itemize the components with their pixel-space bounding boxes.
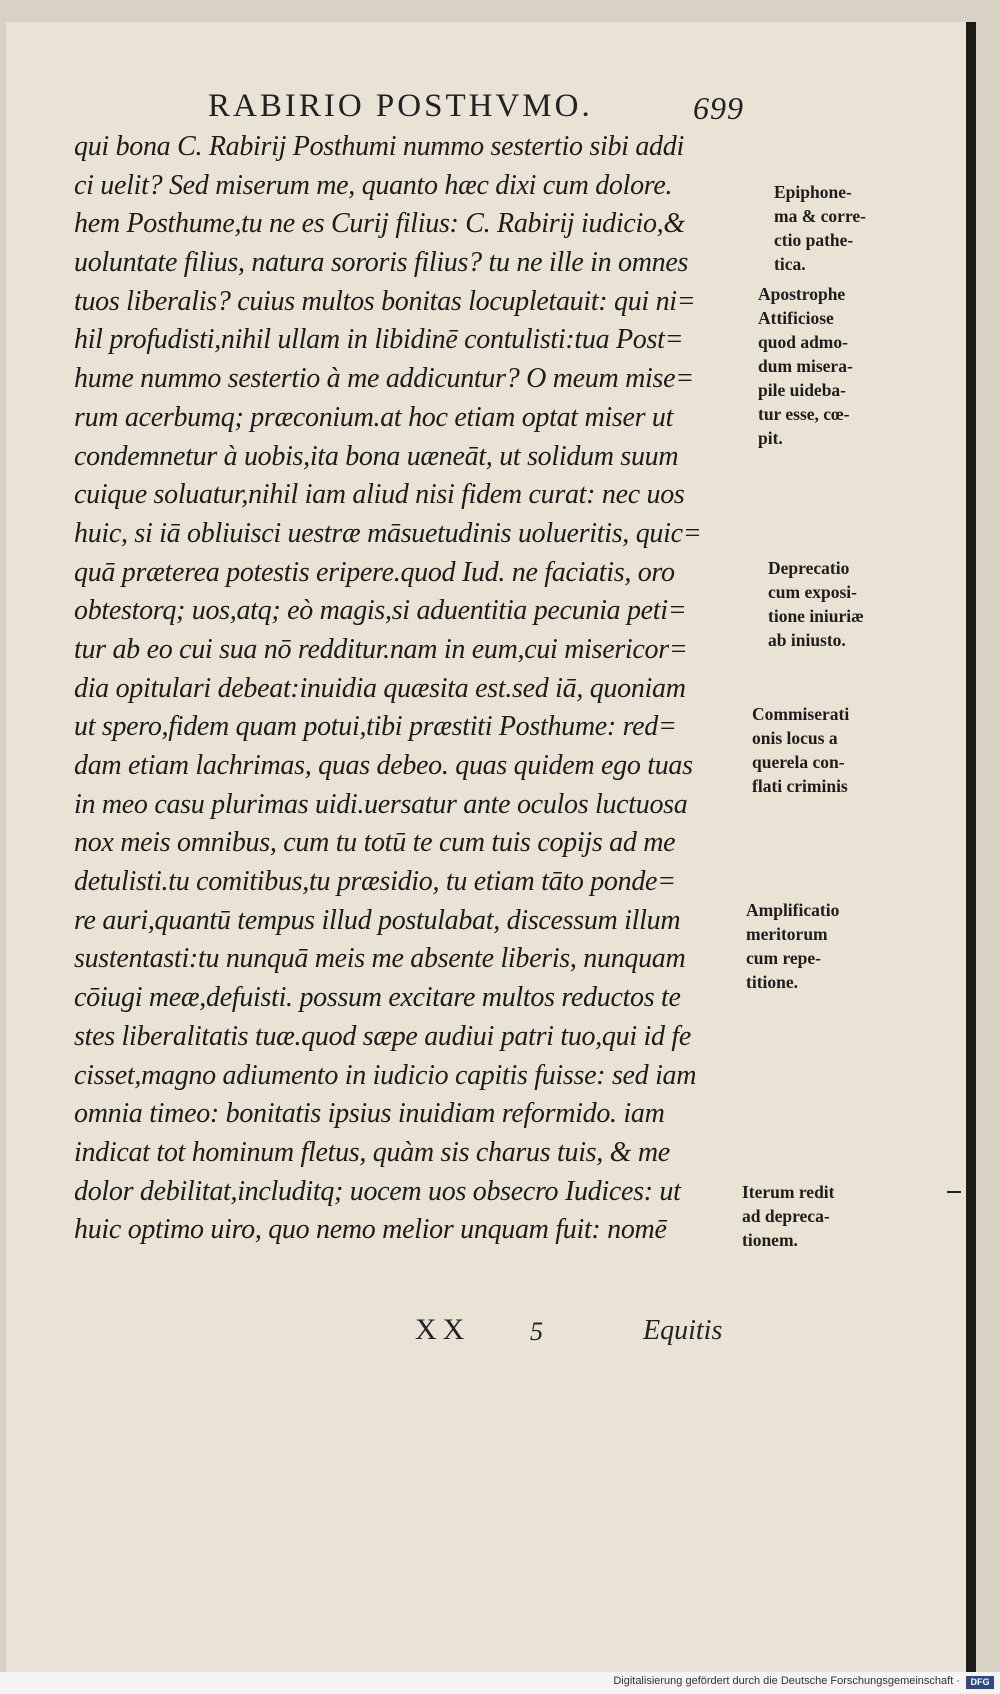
- text-line: uoluntate filius, natura sororis filius? tu ne ille in omnes: [74, 247, 689, 279]
- note-line: ma & corre-: [774, 206, 866, 226]
- page-header: [208, 88, 768, 132]
- page-footer: [0, 1313, 1000, 1353]
- text-line: hume nummo sestertio à me addicuntur? O meum mise=: [74, 363, 694, 395]
- credit-bar: [0, 1672, 1000, 1694]
- note-line: Amplificatio: [746, 900, 840, 920]
- text-line: ci uelit? Sed miserum me, quanto hæc dixi cum dolore.: [74, 169, 673, 201]
- note-line: tione iniuriæ: [768, 606, 864, 626]
- text-line: ut spero,fidem quam potui,tibi præstiti Posthume: red=: [74, 711, 677, 743]
- text-line: omnia timeo: bonitatis ipsius inuidiam reformido. iam: [74, 1098, 665, 1130]
- margin-tick-mark: [947, 1191, 961, 1193]
- text-line: qui bona C. Rabirij Posthumi nummo sestertio sibi addi: [74, 131, 684, 162]
- text-line: cisset,magno adiumento in iudicio capitis fuisse: sed iam: [74, 1059, 697, 1091]
- marginal-note-iterum: [742, 1180, 877, 1252]
- signature-number: 5: [530, 1317, 543, 1346]
- text-line: obtestorq; uos,atq; eò magis,si aduentitia pecunia peti=: [74, 595, 687, 627]
- marginal-note-apostrophe: [758, 282, 893, 450]
- note-line: ab iniusto.: [768, 630, 846, 650]
- text-line: hil profudisti,nihil ullam in libidinē contulisti:tua Post=: [74, 324, 684, 356]
- marginal-note-commiseratio: [752, 702, 887, 798]
- text-line: detulisti.tu comitibus,tu præsidio, tu etiam tāto ponde=: [74, 866, 676, 898]
- text-line: tur ab eo cui sua nō redditur.nam in eum,cui misericor=: [74, 633, 688, 665]
- text-line: indicat tot hominum fletus, quàm sis charus tuis, & me: [74, 1136, 670, 1168]
- note-line: onis locus a: [752, 728, 838, 748]
- note-line: tur esse, cœ-: [758, 404, 850, 424]
- note-line: querela con-: [752, 752, 845, 772]
- text-line: sustentasti:tu nunquā meis me absente liberis, nunquam: [74, 943, 686, 975]
- note-line: ctio pathe-: [774, 230, 854, 250]
- note-line: titione.: [746, 972, 799, 992]
- text-line: rum acerbumq; præconium.at hoc etiam optat miser ut: [74, 401, 674, 433]
- note-line: Apostrophe: [758, 284, 846, 304]
- note-line: Epiphone-: [774, 182, 852, 202]
- text-line: dam etiam lachrimas, quas debeo. quas quidem ego tuas: [74, 750, 693, 781]
- text-line: tuos liberalis? cuius multos bonitas locupletauit: qui ni=: [74, 285, 696, 317]
- note-line: tica.: [774, 254, 806, 274]
- note-line: meritorum: [746, 924, 828, 944]
- main-text-block: [74, 128, 754, 1250]
- marginal-note-deprecatio: [768, 556, 903, 652]
- text-line: condemnetur à uobis,ita bona uæneāt, ut solidum suum: [74, 440, 679, 472]
- note-line: dum misera-: [758, 356, 853, 376]
- text-line: dolor debilitat,includitq; uocem uos obsecro Iudices: ut: [74, 1175, 681, 1207]
- text-line: re auri,quantū tempus illud postulabat, discessum illum: [74, 904, 681, 936]
- text-line: cuique soluatur,nihil iam aliud nisi fidem curat: nec uos: [74, 479, 685, 511]
- note-line: Iterum redit: [742, 1182, 835, 1202]
- note-line: ad depreca-: [742, 1206, 830, 1226]
- note-line: cum repe-: [746, 948, 821, 968]
- note-line: tionem.: [742, 1230, 798, 1250]
- note-line: Attificiose: [758, 308, 834, 328]
- dfg-logo: DFG: [966, 1676, 994, 1689]
- note-line: cum exposi-: [768, 582, 857, 602]
- text-line: quā præterea potestis eripere.quod Iud. ne faciatis, oro: [74, 556, 675, 588]
- text-line: nox meis omnibus, cum tu totū te cum tuis copijs ad me: [74, 827, 676, 859]
- note-line: pile uideba-: [758, 380, 847, 400]
- note-line: Commiserati: [752, 704, 850, 724]
- text-line: in meo casu plurimas uidi.uersatur ante oculos luctuosa: [74, 788, 688, 820]
- note-line: Deprecatio: [768, 558, 850, 578]
- page-number: 699: [693, 90, 744, 126]
- text-line: huic, si iā obliuisci uestræ māsuetudinis uolueritis, quic=: [74, 517, 702, 549]
- marginal-note-amplificatio: [746, 898, 881, 994]
- note-line: flati criminis: [752, 776, 848, 796]
- text-line: hem Posthume,tu ne es Curij filius: C. Rabirij iudicio,&: [74, 208, 685, 240]
- catchword: Equitis: [643, 1315, 723, 1346]
- text-line: huic optimo uiro, quo nemo melior unquam fuit: nomē: [74, 1214, 667, 1246]
- note-line: quod admo-: [758, 332, 848, 352]
- signature-mark: XX: [415, 1313, 471, 1346]
- text-line: dia opitulari debeat:inuidia quæsita est.sed iā, quoniam: [74, 672, 686, 704]
- running-title: RABIRIO POSTHVMO.: [208, 88, 593, 124]
- text-line: stes liberalitatis tuæ.quod sæpe audiui patri tuo,qui id fe: [74, 1020, 691, 1052]
- note-line: pit.: [758, 428, 783, 448]
- digitization-credit: Digitalisierung gefördert durch die Deutsche Forschungsgemeinschaft ·: [613, 1675, 960, 1687]
- marginal-note-epiphonema: [774, 180, 909, 276]
- text-line: cōiugi meæ,defuisti. possum excitare multos reductos te: [74, 982, 681, 1014]
